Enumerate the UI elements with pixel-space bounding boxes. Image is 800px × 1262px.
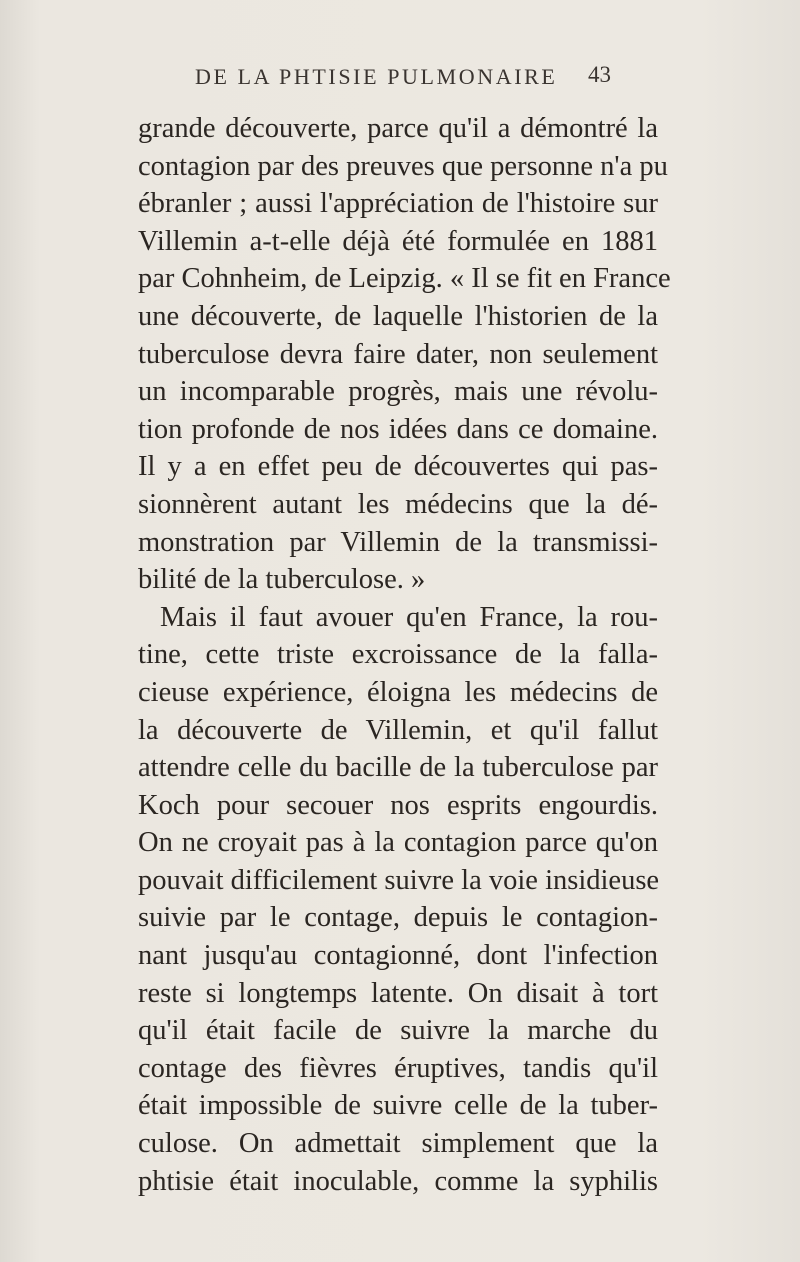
- text-line: un incomparable progrès, mais une révolu-: [138, 376, 658, 408]
- text-line: culose. On admettait simplement que la: [138, 1128, 658, 1160]
- text-line: qu'il était facile de suivre la marche du: [138, 1015, 658, 1047]
- text-line: ébranler ; aussi l'appréciation de l'histoire sur: [138, 188, 658, 220]
- text-line: bilité de la tuberculose. »: [138, 564, 426, 596]
- text-line: pouvait difficilement suivre la voie insidieuse: [138, 864, 660, 896]
- text-line: contage des fièvres éruptives, tandis qu'il: [138, 1052, 658, 1084]
- text-line: Il y a en effet peu de découvertes qui pas-: [138, 451, 658, 483]
- text-line: reste si longtemps latente. On disait à tort: [138, 977, 658, 1009]
- text-line: grande découverte, parce qu'il a démontré la: [138, 113, 658, 144]
- text-line: Villemin a-t-elle déjà été formulée en 1881: [138, 225, 658, 257]
- text-line: sionnèrent autant les médecins que la dé-: [138, 488, 658, 520]
- text-line: une découverte, de laquelle l'historien de la: [138, 300, 658, 332]
- text-line: On ne croyait pas à la contagion parce qu'on: [138, 827, 658, 859]
- text-line: tuberculose devra faire dater, non seulement: [138, 338, 658, 370]
- body-text: [138, 110, 671, 1200]
- running-title: DE LA PHTISIE PULMONAIRE: [195, 64, 558, 89]
- text-line: était impossible de suivre celle de la tuber-: [138, 1090, 658, 1122]
- page-number: 43: [588, 62, 611, 87]
- text-line: nant jusqu'au contagionné, dont l'infection: [138, 940, 658, 972]
- text-line: tion profonde de nos idées dans ce domaine.: [138, 413, 658, 445]
- text-line: par Cohnheim, de Leipzig. « Il se fit en France: [138, 263, 671, 295]
- text-line: attendre celle du bacille de la tuberculose par: [138, 752, 658, 784]
- text-line: Mais il faut avouer qu'en France, la rou-: [160, 601, 658, 633]
- text-line: suivie par le contage, depuis le contagion-: [138, 902, 658, 934]
- text-line: cieuse expérience, éloigna les médecins de: [138, 676, 658, 708]
- text-line: monstration par Villemin de la transmissi-: [138, 526, 658, 558]
- page-header: [0, 64, 800, 94]
- text-line: la découverte de Villemin, et qu'il fallut: [138, 714, 658, 746]
- text-line: tine, cette triste excroissance de la falla-: [138, 639, 658, 671]
- text-line: contagion par des preuves que personne n'a pu: [138, 150, 668, 182]
- text-line: phtisie était inoculable, comme la syphilis: [138, 1165, 658, 1197]
- text-line: Koch pour secouer nos esprits engourdis.: [138, 789, 658, 821]
